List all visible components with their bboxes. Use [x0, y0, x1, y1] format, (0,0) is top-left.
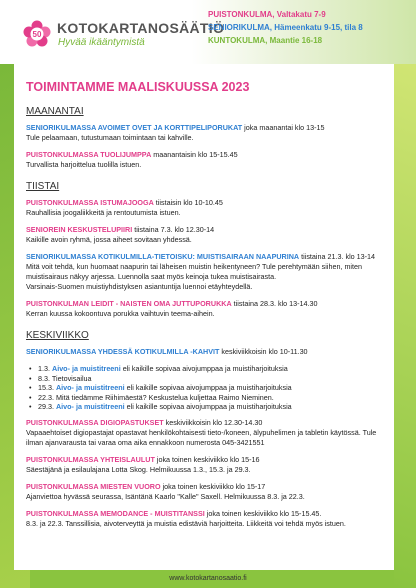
page-title: TOIMINTAMME MAALISKUUSSA 2023 — [26, 80, 250, 94]
program-list-item — [38, 374, 390, 384]
decorative-green-band-right — [394, 0, 416, 588]
event-time: joka toinen keskiviikko klo 15-16 — [154, 454, 260, 464]
event-item — [26, 123, 390, 143]
program-link: Aivo- ja muistitreeni — [55, 383, 125, 393]
event-description: Varsinais-Suomen muistiyhdistyksen asiantuntija luennoi etäyhteydellä. — [26, 282, 253, 291]
program-link: Aivo- ja muistitreeni — [55, 402, 125, 412]
event-title: PUISTONKULMASSA TUOLIJUMPPA — [26, 150, 152, 159]
program-date: 1.3. — [38, 364, 52, 373]
event-item — [26, 150, 390, 170]
brand-name: KOTOKARTANOSÄÄTIÖ — [57, 20, 225, 36]
event-description: Kerran kuussa kokoontuva porukka vaihtuvin teema-aihein. — [26, 309, 215, 318]
event-item — [26, 252, 390, 292]
event-description: Tule pelaamaan, tutustumaan toimintaan tai kahville. — [26, 133, 194, 142]
event-time: maanantaisin klo 15-15.45 — [151, 150, 238, 159]
event-time: keskiviikkoisin klo 12.30-14.30 — [163, 417, 263, 427]
event-time: tiistaisin klo 10-10.45 — [153, 198, 223, 207]
event-time: keskiviikkoisin klo 10-11.30 — [219, 347, 308, 356]
program-date: 29.3. — [38, 402, 56, 412]
event-description: Rauhallisia joogaliikkeitä ja rentoutumista istuen. — [26, 208, 181, 217]
event-title: PUISTONKULMASSA YHTEISLAULUT — [26, 454, 155, 464]
event-item — [26, 455, 390, 475]
day-heading: KESKIVIIKKO — [26, 330, 89, 341]
footer-website-link[interactable]: www.kotokartanosaatio.fi — [169, 575, 247, 582]
program-detail: eli kaikille sopivaa aivojumppaa ja muistiharjoituksia — [124, 402, 292, 412]
event-item — [26, 347, 390, 357]
event-title: SENIORIKULMASSA AVOIMET OVET JA KORTTIPELIPORUKAT — [26, 123, 243, 132]
event-item — [26, 509, 390, 529]
program-date: 22.3. Mitä tiedämme Riihimäestä? Keskustelua kuljettaa Raimo Nieminen. — [38, 392, 274, 402]
program-list-item — [38, 364, 390, 374]
program-detail: eli kaikille sopivaa aivojumppaa ja muistiharjoituksia — [120, 364, 288, 373]
event-description: 8.3. ja 22.3. Tanssillisia, aivoterveyttä ja muistia edistäviä harjoitteita. Liikkeitä voi tehdä myös istuen. — [26, 518, 346, 528]
program-detail: eli kaikille sopivaa aivojumppaa ja muistiharjoituksia — [124, 383, 292, 393]
program-date: 15.3. — [38, 383, 56, 393]
location-seniorikulma: SENIORIKULMA, Hämeenkatu 9-15, tila 8 — [208, 23, 363, 32]
brand-tagline: Hyvää ikääntymistä — [58, 37, 145, 48]
event-item — [26, 418, 390, 448]
event-description: Turvallista harjoittelua tuolilla istuen. — [26, 160, 142, 169]
event-time: tiistaina 28.3. klo 13-14.30 — [231, 299, 318, 308]
event-title: PUISTONKULMASSA ISTUMAJOOGA — [26, 198, 154, 207]
program-list-item — [38, 402, 390, 412]
program-list-item — [38, 393, 390, 403]
program-link: Aivo- ja muistitreeni — [52, 364, 121, 373]
event-title: PUISTONKULMASSA MIESTEN VUORO — [26, 481, 161, 491]
event-description: Vapaaehtoiset digiopastajat opastavat henkilökohtaisesti tieto-/koneen, älypuhelimen ja tabletin käytössä. Tule ilman ajanvarausta tai varaa oma aika ennakkoon numerosta 045-3421551 — [26, 427, 377, 447]
event-title: SENIORIKULMASSA KOTIKULMILLA-TIETOISKU: MUISTISAIRAAN NAAPURINA — [26, 252, 300, 261]
logo-number: 50 — [32, 30, 42, 39]
event-title: SENIOREIN KESKUSTELUPIIRI — [26, 225, 133, 234]
event-item — [26, 299, 390, 319]
program-list-item — [38, 383, 390, 393]
event-item — [26, 198, 390, 218]
event-title: PUISTONKULMASSA DIGIOPASTUKSET — [26, 417, 164, 427]
event-time: joka toinen keskiviikko klo 15-17 — [160, 481, 266, 491]
event-time: tiistaina 21.3. klo 13-14 — [299, 252, 376, 261]
day-heading: MAANANTAI — [26, 106, 84, 117]
event-title: SENIORIKULMASSA YHDESSÄ KOTIKULMILLA -KAHVIT — [26, 347, 220, 356]
event-item — [26, 482, 390, 502]
event-description: Mitä voit tehdä, kun huomaat naapurin tai läheisen muistin heikentyneen? Tule perehtymään siihen, miten muistisairaus näkyy arjessa. Luennolla saat myös keinoja tukea muistisairasta. — [26, 262, 363, 281]
event-title: PUISTONKULMASSA MEMODANCE - MUISTITANSSI — [26, 508, 205, 518]
event-time: joka maanantai klo 13-15 — [242, 123, 325, 132]
location-puistonkulma: PUISTONKULMA, Valtakatu 7-9 — [208, 10, 326, 19]
event-description: Kaikille avoin ryhmä, jossa aiheet sovitaan yhdessä. — [26, 235, 192, 244]
event-program-list — [26, 364, 390, 412]
event-time: tiistaina 7.3. klo 12.30-14 — [132, 225, 215, 234]
day-heading: TIISTAI — [26, 181, 60, 192]
event-item — [26, 225, 390, 245]
event-description: Ajanviettoa hyvässä seurassa, Isäntänä Kaarlo "Kalle" Saxell. Helmikuussa 8.3. ja 22.3. — [26, 491, 305, 501]
program-date: 8.3. Tietovisailua — [38, 373, 92, 383]
schedule-content — [26, 80, 390, 536]
location-kuntokulma: KUNTOKULMA, Maantie 16-18 — [208, 36, 323, 45]
locations-list — [208, 8, 363, 47]
event-description: Säestäjänä ja esilaulajana Lotta Skog. Helmikuussa 1.3., 15.3. ja 29.3. — [26, 464, 251, 474]
flower-logo-icon — [23, 20, 51, 48]
event-time: joka toinen keskiviikko klo 15-15.45. — [204, 508, 322, 518]
event-title: PUISTONKULMAN LEIDIT - NAISTEN OMA JUTTUPORUKKA — [26, 299, 232, 308]
